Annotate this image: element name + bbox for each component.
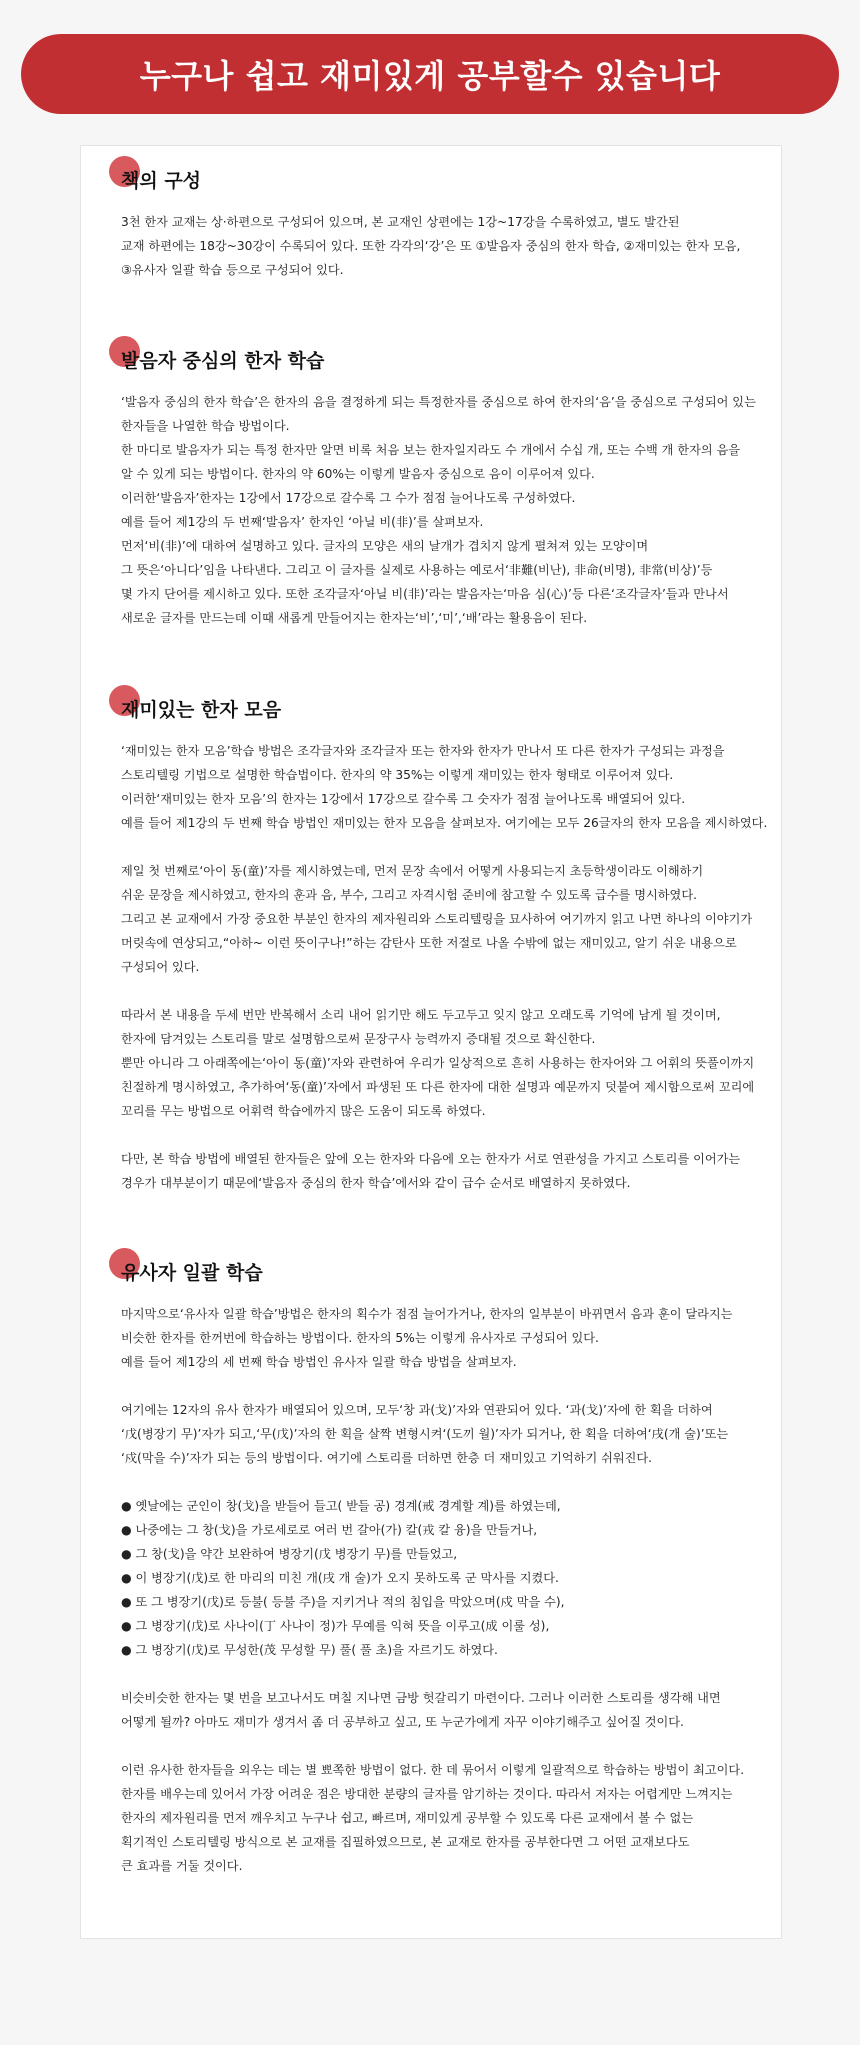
section-book-structure (81, 166, 781, 282)
paragraph-gap (121, 1734, 771, 1758)
paragraph-gap (121, 835, 771, 859)
text-line: 비슷비슷한 한자는 몇 번을 보고나서도 며칠 지나면 금방 헛갈리기 마련이다. 그러나 이러한 스토리를 생각해 내면 (121, 1691, 721, 1705)
section-phonetic-learning (81, 346, 781, 630)
text-line: 구성되어 있다. (121, 960, 200, 974)
text-line: ● 또 그 병장기(戊)로 등불( 등불 주)을 지키거나 적의 침입을 막았으며(戍 막을 수), (121, 1595, 565, 1609)
section-title: 책의 구성 (121, 170, 202, 192)
section-body (121, 390, 771, 630)
text-line: 예를 들어 제1강의 두 번째‘발음자’ 한자인 ‘아닐 비(非)’를 살펴보자. (121, 515, 484, 529)
text-line: 교재 하편에는 18강~30강이 수록되어 있다. 또한 각각의‘강’은 또 ①발음자 중심의 한자 학습, ②재미있는 한자 모음, (121, 239, 741, 253)
section-body (121, 1302, 771, 1878)
section-body (121, 210, 771, 282)
text-line: 머릿속에 연상되고,“아하~ 이런 뜻이구나!”하는 감탄사 또한 저절로 나올 수밖에 없는 재미있고, 알기 쉬운 내용으로 (121, 936, 737, 950)
text-line: 한자를 배우는데 있어서 가장 어려운 점은 방대한 분량의 글자를 암기하는 것이다. 따라서 저자는 어렵게만 느껴지는 (121, 1787, 733, 1801)
text-line: 그리고 본 교재에서 가장 중요한 부분인 한자의 제자원리와 스토리텔링을 묘사하여 여기까지 읽고 나면 하나의 이야기가 (121, 912, 753, 926)
text-line: 쉬운 문장을 제시하였고, 한자의 훈과 음, 부수, 그리고 자격시험 준비에 참고할 수 있도록 급수를 명시하였다. (121, 888, 697, 902)
section-title: 재미있는 한자 모음 (121, 699, 282, 721)
text-line: 한 마디로 발음자가 되는 특정 한자만 알면 비록 처음 보는 한자일지라도 수 개에서 수십 개, 또는 수백 개 한자의 음을 (121, 443, 741, 457)
text-line: ● 이 병장기(戊)로 한 마리의 미친 개(戌 개 술)가 오지 못하도록 군 막사를 지켰다. (121, 1571, 559, 1585)
text-line: 꼬리를 무는 방법으로 어휘력 학습에까지 많은 도움이 되도록 하였다. (121, 1104, 486, 1118)
text-line: 비슷한 한자를 한꺼번에 학습하는 방법이다. 한자의 5%는 이렇게 유사자로 구성되어 있다. (121, 1331, 599, 1345)
text-line: ● 그 병장기(戊)로 무성한(茂 무성할 무) 풀( 풀 초)을 자르기도 하였다. (121, 1643, 498, 1657)
text-line: 한자에 담겨있는 스토리를 말로 설명함으로써 문장구사 능력까지 증대될 것으로 확신한다. (121, 1032, 596, 1046)
text-line: 따라서 본 내용을 두세 번만 반복해서 소리 내어 읽기만 해도 두고두고 잊지 않고 오래도록 기억에 남게 될 것이며, (121, 1008, 721, 1022)
text-line: 이러한‘재미있는 한자 모음’의 한자는 1강에서 17강으로 갈수록 그 숫자가 점점 늘어나도록 배열되어 있다. (121, 792, 686, 806)
text-line: 몇 가지 단어를 제시하고 있다. 또한 조각글자‘아닐 비(非)’라는 발음자는‘마음 심(心)’등 다른‘조각글자’들과 만나서 (121, 587, 729, 601)
text-line: 이런 유사한 한자들을 외우는 데는 별 뾰쪽한 방법이 없다. 한 데 묶어서 이렇게 일괄적으로 학습하는 방법이 최고이다. (121, 1763, 745, 1777)
section-heading (121, 1258, 781, 1288)
section-fun-hanja (81, 695, 781, 1195)
text-line: ● 그 창(戈)을 약간 보완하여 병장기(戊 병장기 무)를 만들었고, (121, 1547, 458, 1561)
text-line: 그 뜻은‘아니다’임을 나타낸다. 그리고 이 글자를 실제로 사용하는 예로서‘非難(비난), 非命(비명), 非常(비상)’등 (121, 563, 713, 577)
text-line: 경우가 대부분이기 때문에‘발음자 중심의 한자 학습’에서와 같이 급수 순서로 배열하지 못하였다. (121, 1176, 631, 1190)
section-similar-hanja (81, 1258, 781, 1878)
text-line: ‘발음자 중심의 한자 학습’은 한자의 음을 결정하게 되는 특정한자를 중심으로 하여 한자의‘음’을 중심으로 구성되어 있는 (121, 395, 756, 409)
text-line: 이러한‘발음자’한자는 1강에서 17강으로 갈수록 그 수가 점점 늘어나도록 구성하였다. (121, 491, 576, 505)
text-line: 여기에는 12자의 유사 한자가 배열되어 있으며, 모두‘창 과(戈)’자와 연관되어 있다. ‘과(戈)’자에 한 획을 더하여 (121, 1403, 713, 1417)
text-line: ● 그 병장기(戊)로 사나이(丁 사나이 정)가 무예를 익혀 뜻을 이루고(成 이룰 성), (121, 1619, 550, 1633)
section-heading (121, 346, 781, 376)
paragraph-gap (121, 1123, 771, 1147)
page-banner (21, 34, 839, 114)
section-heading (121, 166, 781, 196)
text-line: ‘戊(병장기 무)’자가 되고,‘무(戊)’자의 한 획을 살짝 변형시켜‘(도끼 월)’자가 되거나, 한 획을 더하여‘戌(개 술)’또는 (121, 1427, 729, 1441)
text-line: 뿐만 아니라 그 아래쪽에는‘아이 동(童)’자와 관련하여 우리가 일상적으로 흔히 사용하는 한자어와 그 어휘의 뜻풀이까지 (121, 1056, 755, 1070)
paragraph-gap (121, 1662, 771, 1686)
text-line: 어떻게 될까? 아마도 재미가 생겨서 좀 더 공부하고 싶고, 또 누군가에게 자꾸 이야기해주고 싶어질 것이다. (121, 1715, 684, 1729)
text-line: 한자들을 나열한 학습 방법이다. (121, 419, 290, 433)
paragraph-gap (121, 1470, 771, 1494)
text-line: 예를 들어 제1강의 두 번째 학습 방법인 재미있는 한자 모음을 살펴보자. 여기에는 모두 26글자의 한자 모음을 제시하였다. (121, 816, 768, 830)
section-title: 발음자 중심의 한자 학습 (121, 350, 325, 372)
text-line: 먼저‘비(非)’에 대하여 설명하고 있다. 글자의 모양은 새의 날개가 겹치지 않게 펼쳐져 있는 모양이며 (121, 539, 649, 553)
paragraph-gap (121, 1374, 771, 1398)
text-line: ③유사자 일괄 학습 등으로 구성되어 있다. (121, 263, 344, 277)
text-line: ● 옛날에는 군인이 창(戈)을 받들어 들고( 받들 공) 경계(戒 경계할 계)를 하였는데, (121, 1499, 561, 1513)
section-heading (121, 695, 781, 725)
text-line: ● 나중에는 그 창(戈)을 가로세로로 여러 번 갈아(가) 칼(戎 칼 융)을 만들거나, (121, 1523, 538, 1537)
banner-title: 누구나 쉽고 재미있게 공부할수 있습니다 (139, 57, 721, 95)
section-title: 유사자 일괄 학습 (121, 1262, 263, 1284)
text-line: ‘戍(막을 수)’자가 되는 등의 방법이다. 여기에 스토리를 더하면 한층 더 재미있고 기억하기 쉬워진다. (121, 1451, 653, 1465)
text-line: 스토리텔링 기법으로 설명한 학습법이다. 한자의 약 35%는 이렇게 재미있는 한자 형태로 이루어져 있다. (121, 768, 674, 782)
text-line: 다만, 본 학습 방법에 배열된 한자들은 앞에 오는 한자와 다음에 오는 한자가 서로 연관성을 가지고 스토리를 이어가는 (121, 1152, 741, 1166)
text-line: 큰 효과를 거둘 것이다. (121, 1859, 243, 1873)
text-line: 획기적인 스토리텔링 방식으로 본 교재를 집필하였으므로, 본 교재로 한자를 공부한다면 그 어떤 교재보다도 (121, 1835, 690, 1849)
content-card (80, 145, 782, 1939)
text-line: 한자의 제자원리를 먼저 깨우치고 누구나 쉽고, 빠르며, 재미있게 공부할 수 있도록 다른 교재에서 볼 수 없는 (121, 1811, 694, 1825)
paragraph-gap (121, 979, 771, 1003)
text-line: 새로운 글자를 만드는데 이때 새롭게 만들어지는 한자는‘비’,‘미’,‘배’라는 활용음이 된다. (121, 611, 588, 625)
text-line: 제일 첫 번째로‘아이 동(童)’자를 제시하였는데, 먼저 문장 속에서 어떻게 사용되는지 초등학생이라도 이해하기 (121, 864, 704, 878)
text-line: 예를 들어 제1강의 세 번째 학습 방법인 유사자 일괄 학습 방법을 살펴보자. (121, 1355, 517, 1369)
text-line: 마지막으로‘유사자 일괄 학습’방법은 한자의 획수가 점점 늘어가거나, 한자의 일부분이 바뀌면서 음과 훈이 달라지는 (121, 1307, 733, 1321)
text-line: 알 수 있게 되는 방법이다. 한자의 약 60%는 이렇게 발음자 중심으로 음이 이루어져 있다. (121, 467, 595, 481)
text-line: ‘재미있는 한자 모음’학습 방법은 조각글자와 조각글자 또는 한자와 한자가 만나서 또 다른 한자가 구성되는 과정을 (121, 744, 725, 758)
text-line: 3천 한자 교재는 상·하편으로 구성되어 있으며, 본 교재인 상편에는 1강~17강을 수록하였고, 별도 발간된 (121, 215, 680, 229)
section-body (121, 739, 771, 1195)
text-line: 친절하게 명시하였고, 추가하여‘동(童)’자에서 파생된 또 다른 한자에 대한 설명과 예문까지 덧붙여 제시함으로써 꼬리에 (121, 1080, 755, 1094)
